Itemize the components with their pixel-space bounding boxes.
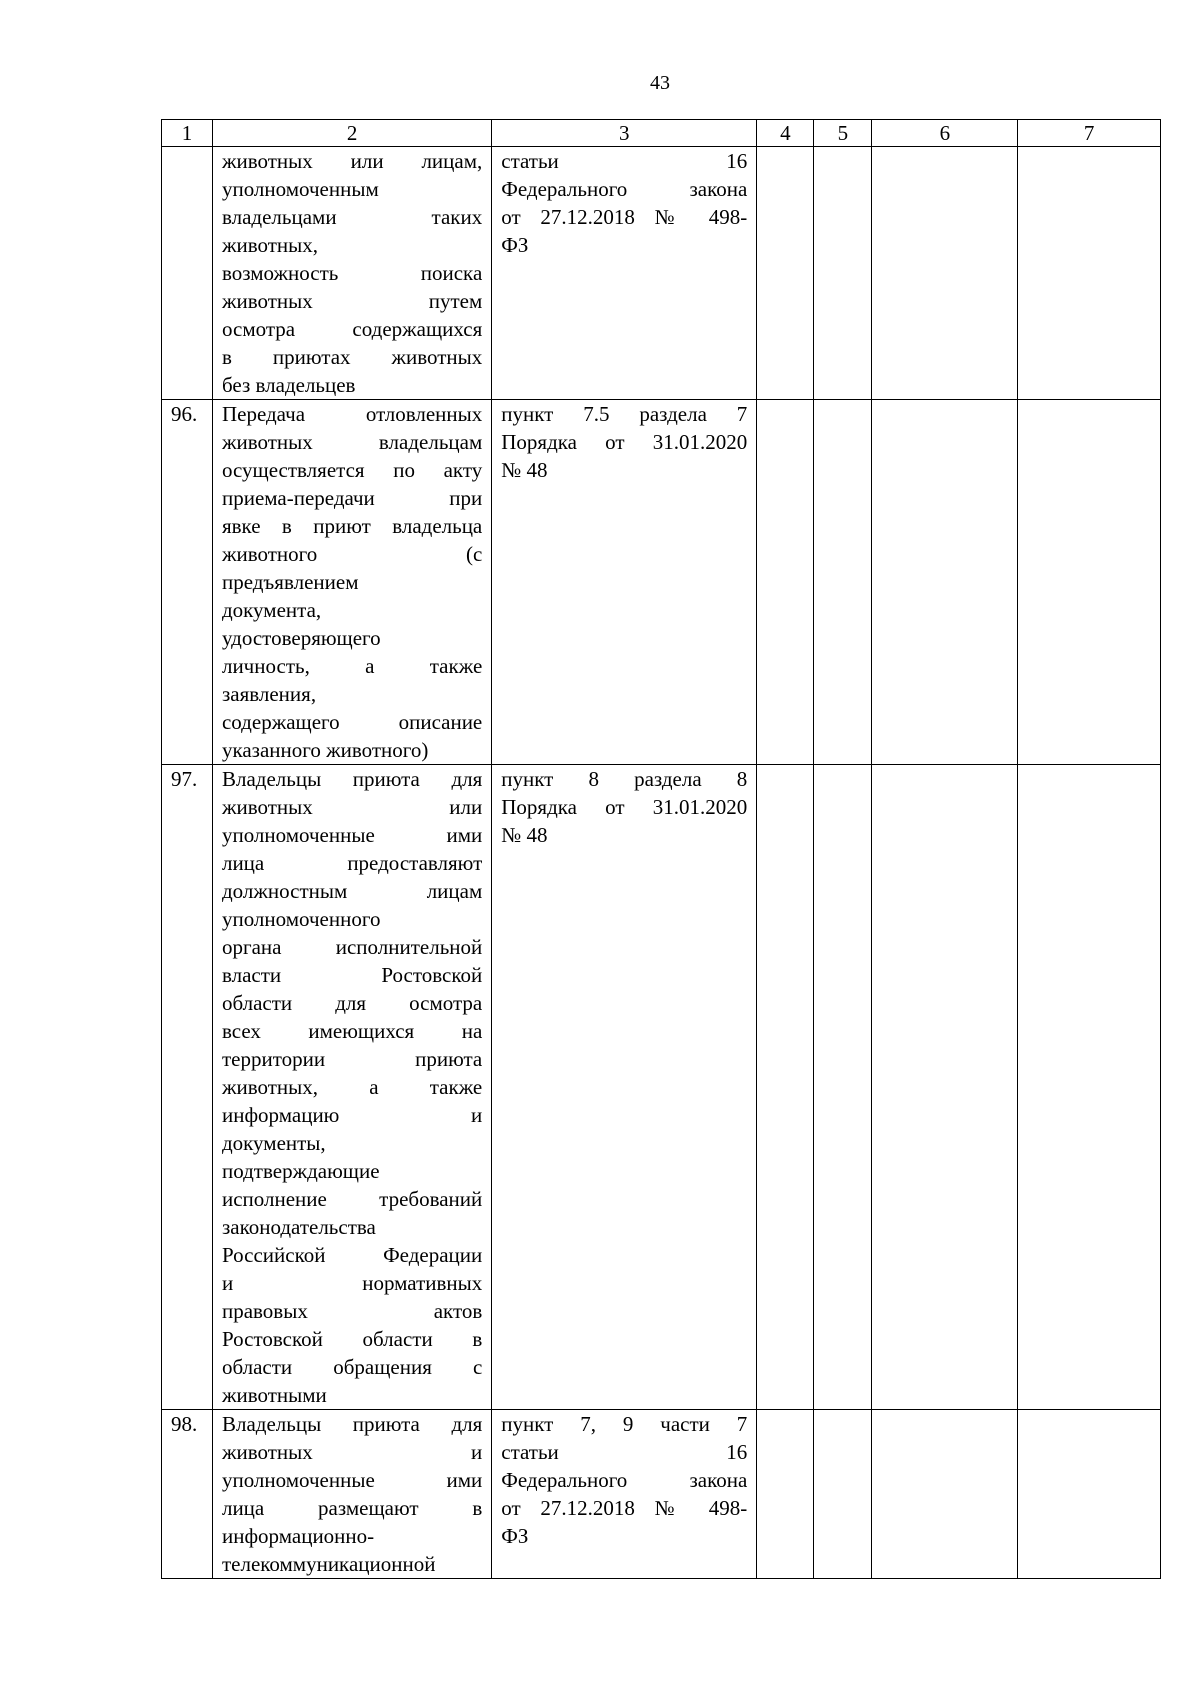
requirement-text-line: животных или лицам, xyxy=(221,149,483,173)
col-5-cell xyxy=(814,765,872,1410)
requirement-text-line: и нормативных xyxy=(221,1271,483,1295)
requirement-text-line: документа, xyxy=(221,598,322,622)
header-col-1: 1 xyxy=(162,120,213,147)
requirement-text-line: животных или xyxy=(221,795,483,819)
legal-reference-line: ФЗ xyxy=(501,233,529,257)
legal-reference-line: Федерального закона xyxy=(501,1468,748,1492)
requirement-text-line: предъявлением xyxy=(221,570,359,594)
row-number: 97. xyxy=(162,765,213,1410)
legal-reference-line: № 48 xyxy=(501,458,548,482)
table-row xyxy=(162,1410,1161,1579)
requirement-text-line: возможность поиска xyxy=(221,261,483,285)
requirement-text xyxy=(212,400,491,765)
requirement-text-line: лица размещают в xyxy=(221,1496,483,1520)
table-body xyxy=(162,147,1161,1579)
col-7-cell xyxy=(1018,400,1161,765)
header-col-5: 5 xyxy=(814,120,872,147)
legal-reference-line: ФЗ xyxy=(501,1524,529,1548)
requirement-text-line: удостоверяющего xyxy=(221,626,381,650)
requirement-text-line: власти Ростовской xyxy=(221,963,483,987)
col-4-cell xyxy=(757,1410,814,1579)
requirement-text-line: Владельцы приюта для xyxy=(221,767,483,791)
legal-reference xyxy=(492,147,757,400)
legal-reference-line: от 27.12.2018 № 498- xyxy=(501,1496,748,1520)
legal-reference-line: № 48 xyxy=(501,823,548,847)
col-7-cell xyxy=(1018,765,1161,1410)
requirement-text-line: заявления, xyxy=(221,682,317,706)
requirement-text-line: Владельцы приюта для xyxy=(221,1412,483,1436)
col-7-cell xyxy=(1018,1410,1161,1579)
col-6-cell xyxy=(872,400,1018,765)
requirement-text-line: животных, xyxy=(221,233,318,257)
page-number: 43 xyxy=(650,72,670,94)
row-number: 98. xyxy=(162,1410,213,1579)
requirement-text xyxy=(212,765,491,1410)
header-col-4: 4 xyxy=(757,120,814,147)
legal-reference-line: Порядка от 31.01.2020 xyxy=(501,430,748,454)
requirement-text-line: органа исполнительной xyxy=(221,935,483,959)
legal-reference-line: пункт 7, 9 части 7 xyxy=(501,1412,748,1436)
requirement-text-line: содержащего описание xyxy=(221,710,483,734)
requirement-text-line: осуществляется по акту xyxy=(221,458,483,482)
requirement-text-line: должностным лицам xyxy=(221,879,483,903)
requirement-text-line: животного (с xyxy=(221,542,483,566)
legal-reference-line: Федерального закона xyxy=(501,177,748,201)
col-5-cell xyxy=(814,1410,872,1579)
col-4-cell xyxy=(757,147,814,400)
legal-reference-line: статьи 16 xyxy=(501,149,748,173)
header-col-3: 3 xyxy=(492,120,757,147)
requirement-text-line: уполномоченного xyxy=(221,907,381,931)
header-col-6: 6 xyxy=(872,120,1018,147)
requirement-text-line: законодательства xyxy=(221,1215,376,1239)
col-4-cell xyxy=(757,765,814,1410)
legal-reference xyxy=(492,765,757,1410)
requirement-text-line: телекоммуникационной xyxy=(221,1552,436,1576)
requirement-text-line: осмотра содержащихся xyxy=(221,317,483,341)
requirement-text-line: области обращения с xyxy=(221,1355,483,1379)
requirements-table xyxy=(161,119,1161,1579)
requirement-text-line: личность, а также xyxy=(221,654,483,678)
col-5-cell xyxy=(814,147,872,400)
requirement-text-line: в приютах животных xyxy=(221,345,483,369)
requirement-text-line: владельцами таких xyxy=(221,205,483,229)
requirement-text-line: указанного животного) xyxy=(221,738,429,762)
legal-reference-line: статьи 16 xyxy=(501,1440,748,1464)
requirement-text-line: животными xyxy=(221,1383,327,1407)
header-col-2: 2 xyxy=(212,120,491,147)
table-header-row xyxy=(162,120,1161,147)
row-number: 96. xyxy=(162,400,213,765)
legal-reference xyxy=(492,400,757,765)
requirement-text-line: приема-передачи при xyxy=(221,486,483,510)
col-6-cell xyxy=(872,147,1018,400)
requirement-text-line: явке в приют владельца xyxy=(221,514,483,538)
requirement-text-line: территории приюта xyxy=(221,1047,483,1071)
requirement-text-line: Ростовской области в xyxy=(221,1327,483,1351)
legal-reference-line: от 27.12.2018 № 498- xyxy=(501,205,748,229)
requirement-text-line: уполномоченные ими xyxy=(221,1468,483,1492)
requirement-text-line: животных, а также xyxy=(221,1075,483,1099)
requirement-text-line: информацию и xyxy=(221,1103,483,1127)
requirement-text-line: информационно- xyxy=(221,1524,375,1548)
requirement-text xyxy=(212,147,491,400)
row-number xyxy=(162,147,213,400)
requirement-text-line: Российской Федерации xyxy=(221,1243,483,1267)
requirement-text-line: документы, xyxy=(221,1131,326,1155)
requirement-text-line: животных владельцам xyxy=(221,430,483,454)
legal-reference-line: пункт 7.5 раздела 7 xyxy=(501,402,748,426)
requirement-text-line: всех имеющихся на xyxy=(221,1019,483,1043)
legal-reference xyxy=(492,1410,757,1579)
header-col-7: 7 xyxy=(1018,120,1161,147)
col-5-cell xyxy=(814,400,872,765)
col-6-cell xyxy=(872,765,1018,1410)
requirement-text-line: уполномоченным xyxy=(221,177,379,201)
legal-reference-line: пункт 8 раздела 8 xyxy=(501,767,748,791)
legal-reference-line: Порядка от 31.01.2020 xyxy=(501,795,748,819)
requirement-text-line: животных и xyxy=(221,1440,483,1464)
requirement-text-line: Передача отловленных xyxy=(221,402,483,426)
requirement-text-line: животных путем xyxy=(221,289,483,313)
col-4-cell xyxy=(757,400,814,765)
requirement-text-line: области для осмотра xyxy=(221,991,483,1015)
requirement-text-line: лица предоставляют xyxy=(221,851,483,875)
table-row xyxy=(162,765,1161,1410)
requirement-text-line: подтверждающие xyxy=(221,1159,380,1183)
requirement-text-line: правовых актов xyxy=(221,1299,483,1323)
col-7-cell xyxy=(1018,147,1161,400)
table-row xyxy=(162,400,1161,765)
requirement-text xyxy=(212,1410,491,1579)
requirement-text-line: исполнение требований xyxy=(221,1187,483,1211)
table-row xyxy=(162,147,1161,400)
requirement-text-line: уполномоченные ими xyxy=(221,823,483,847)
requirement-text-line: без владельцев xyxy=(221,373,356,397)
col-6-cell xyxy=(872,1410,1018,1579)
